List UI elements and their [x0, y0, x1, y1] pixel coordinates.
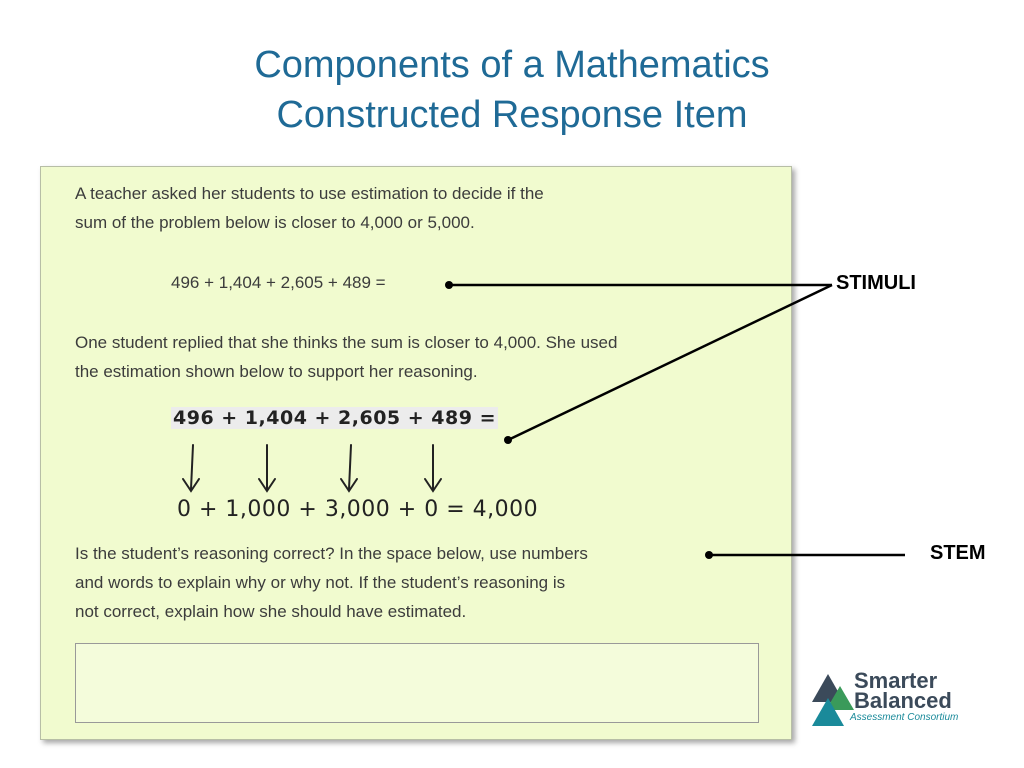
student-work-expression: 496 + 1,404 + 2,605 + 489 =	[173, 407, 497, 429]
stimuli-dot-2	[504, 436, 512, 444]
intro-line-1: A teacher asked her students to use estimation to decide if the	[75, 184, 544, 203]
stem-dot	[705, 551, 713, 559]
logo-text-line-2: Balanced	[854, 688, 952, 713]
question-line-1: Is the student’s reasoning correct? In the space below, use numbers	[75, 544, 588, 563]
reply-line-2: the estimation shown below to support her reasoning.	[75, 362, 478, 381]
reply-line-1: One student replied that she thinks the sum is closer to 4,000. She used	[75, 333, 618, 352]
smarter-balanced-logo	[810, 668, 990, 730]
stimuli-dot-1	[445, 281, 453, 289]
title-line-2: Constructed Response Item	[276, 94, 748, 136]
problem-expression: 496 + 1,404 + 2,605 + 489 =	[171, 273, 386, 292]
stem-label: STEM	[930, 542, 986, 564]
logo-text-line-3: Assessment Consortium	[850, 712, 959, 723]
student-work-estimate: 0 + 1,000 + 3,000 + 0 = 4,000	[177, 497, 539, 522]
intro-line-2: sum of the problem below is closer to 4,000 or 5,000.	[75, 213, 475, 232]
question-line-2: and words to explain why or why not. If the student’s reasoning is	[75, 573, 566, 592]
title-line-1: Components of a Mathematics	[254, 44, 770, 86]
question-line-3: not correct, explain how she should have estimated.	[75, 602, 467, 621]
stimuli-pointer-line-2	[508, 285, 832, 440]
stimuli-label: STIMULI	[836, 272, 916, 294]
logo-text-line-1: Smarter	[854, 668, 938, 693]
